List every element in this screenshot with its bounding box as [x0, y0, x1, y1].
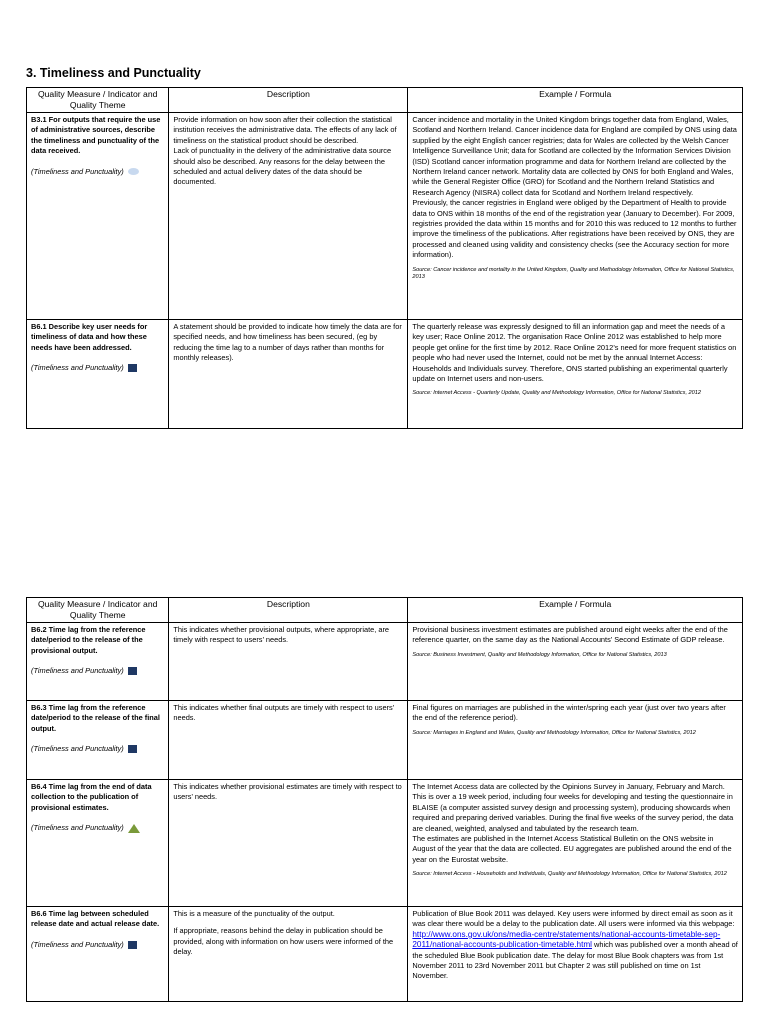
description-cell [169, 320, 408, 429]
header-example: Example / Formula [408, 88, 743, 113]
example-paragraph: Cancer incidence and mortality in the United Kingdom brings together data from England, Wales, Scotland and Northern Ireland. Cancer incidence data for England are compiled by ONS using data supplied by the eight English cancer registries; data for Wales are collected by the Welsh Cancer Intelligence Surveillance Unit; data for Scotland are collected by the Information Services Division (ISD) Scotland cancer information programme and data for Northern Ireland are collected by the Northern Ireland cancer network. Mortality data are collected by ONS for both England and Wales, while the General Register Office (GRO) for Scotland and the Northern Ireland Statistics and Research Agency (NISRA) collect data for Scotland and Northern Ireland respectively. [412, 115, 737, 197]
table-row [27, 623, 743, 701]
description-paragraph: This indicates whether final outputs are timely with respect to users’ needs. [173, 703, 395, 723]
example-cell [408, 701, 743, 780]
measure-cell [27, 113, 169, 320]
measure-text: B6.6 Time lag between scheduled release date and actual release date. [31, 909, 160, 929]
theme-label: (Timeliness and Punctuality) [31, 666, 164, 676]
header-description: Description [169, 598, 408, 623]
table-header-row [27, 88, 743, 113]
source-note: Source: Business Investment, Quality and Methodology Information, Office for National Statistics, 2013 [412, 651, 667, 658]
header-description: Description [169, 88, 408, 113]
source-note: Source: Marriages in England and Wales, Quality and Methodology Information, Office for National Statistics, 2012 [412, 729, 696, 736]
oval-icon [128, 168, 139, 175]
description-cell [169, 113, 408, 320]
description-cell [169, 780, 408, 907]
example-paragraph: Provisional business investment estimates are published around eight weeks after the end of the reference quarter, on the same day as the National Accounts’ Second Estimate of GDP release. [412, 625, 728, 645]
ons-timetable-link[interactable]: http://www.ons.gov.uk/ons/media-centre/statements/national-accounts-timetable-sep-2011/national-accounts-publication-timetable.html [412, 929, 721, 950]
measure-text: B6.2 Time lag from the reference date/period to the release of the provisional output. [31, 625, 146, 655]
table-row [27, 907, 743, 1002]
example-paragraph: Previously, the cancer registries in England were obliged by the Department of Health to provide data to ONS within 18 months of the end of the registration year (January to December). For 2009, registries provided the data within 15 months and for 2010 this was reduced to 12 months to further improve the timeliness of the publications. After registrations have been received by ONS, they are processed and cleaned using validity and consistency checks (see the Accuracy section for more information). [412, 198, 737, 260]
example-paragraph: Final figures on marriages are published in the winter/spring each year (just over two years after the end of the reference period). [412, 703, 726, 723]
square-icon [128, 364, 137, 372]
example-paragraph: The quarterly release was expressly designed to fill an information gap and meet the needs of a key user; Race Online 2012. The organisation Race Online 2012 was established to help more people get online for the first time by 2012. Race Online 2012’s need for more frequent statistics on people who had never used the Internet, could not be met by the annual Internet Access: Households and Individuals survey. Therefore, ONS started publishing an experimental quarterly update on Internet users and non-users. [412, 322, 737, 384]
measure-cell [27, 780, 169, 907]
description-cell [169, 701, 408, 780]
example-cell [408, 320, 743, 429]
description-cell [169, 623, 408, 701]
description-paragraph: This indicates whether provisional estimates are timely with respect to users’ needs. [173, 782, 402, 802]
measure-text: B6.1 Describe key user needs for timeliness of data and how these needs have been addressed. [31, 322, 148, 352]
theme-label: (Timeliness and Punctuality) [31, 167, 164, 177]
table-row [27, 113, 743, 320]
description-paragraph: Lack of punctuality in the delivery of the administrative data source should also be described. Any reasons for the delay between the scheduled and actual delivery dates of the data should be documented. [173, 146, 392, 187]
measure-cell [27, 623, 169, 701]
description-paragraph: Provide information on how soon after their collection the statistical institution receives the administrative data. The effects of any lack of timeliness on the statistical product should be described. [173, 115, 397, 145]
description-cell [169, 907, 408, 1002]
measure-text: B3.1 For outputs that require the use of administrative sources, describe the timeliness and punctuality of the data received. [31, 115, 161, 156]
triangle-icon [128, 824, 140, 833]
quality-table-2 [26, 597, 743, 1002]
description-paragraph: This indicates whether provisional outputs, where appropriate, are timely with respect to users’ needs. [173, 625, 390, 645]
example-paragraph: The estimates are published in the Internet Access Statistical Bulletin on the ONS website in August of the year that the data are collected. EU aggregates are published around the end of the year on the Eurostat website. [412, 834, 732, 864]
example-cell [408, 907, 743, 1002]
source-note: Source: Internet Access - Quarterly Update, Quality and Methodology Information, Office for National Statistics, 2012 [412, 390, 701, 397]
header-quality-measure: Quality Measure / Indicator and Quality Theme [27, 598, 169, 623]
theme-label: (Timeliness and Punctuality) [31, 744, 164, 754]
description-paragraph: A statement should be provided to indicate how timely the data are for specified needs, and how timeliness has been secured, (eg by reducing the time lag to a number of days rather than months for monthly releases). [173, 322, 402, 363]
example-cell [408, 113, 743, 320]
theme-label: (Timeliness and Punctuality) [31, 940, 164, 950]
square-icon [128, 667, 137, 675]
header-example: Example / Formula [408, 598, 743, 623]
square-icon [128, 745, 137, 753]
header-quality-measure: Quality Measure / Indicator and Quality Theme [27, 88, 169, 113]
example-paragraph: Publication of Blue Book 2011 was delayed. Key users were informed by direct email as soon as it was clear there would be a delay to the publication date. All users were informed via this webpage: http://www.ons.gov.uk/ons/media-centre/statements/national-accounts-timetable-sep-2011/national-accounts-publication-timetable.html which was published over a month ahead of the scheduled Blue Book publication date. The delay for most Blue Book chapters was from 1st November 2011 to 23rd November 2011 but Chapter 2 was still published on time on 1st November. [412, 909, 738, 981]
measure-cell [27, 701, 169, 780]
measure-cell [27, 320, 169, 429]
table-row [27, 320, 743, 429]
quality-table-1 [26, 87, 743, 429]
table-row [27, 701, 743, 780]
table-row [27, 780, 743, 907]
measure-text: B6.3 Time lag from the reference date/period to the release of the final output. [31, 703, 160, 733]
source-note: Source: Internet Access - Households and Individuals, Quality and Methodology Information, Office for National Statistics, 2012 [412, 871, 727, 878]
measure-text: B6.4 Time lag from the end of data collection to the publication of provisional estimates. [31, 782, 152, 812]
theme-label: (Timeliness and Punctuality) [31, 363, 164, 373]
section-title: 3. Timeliness and Punctuality [26, 66, 201, 80]
theme-label: (Timeliness and Punctuality) [31, 823, 164, 833]
example-paragraph: The Internet Access data are collected by the Opinions Survey in January, February and March. This is over a 19 week period, including four weeks for developing and testing the questionnaire in BLAISE (a computer assisted survey design and processing system), producing showcards when required and preparing derived variables. During the final five weeks of the survey period, the data are cleaned, weighted, analysed and tabulated by the research team. [412, 782, 734, 833]
measure-cell [27, 907, 169, 1002]
description-paragraph: If appropriate, reasons behind the delay in publication should be provided, along with information on how users were informed of the delay. [173, 926, 394, 957]
source-note: Source: Cancer incidence and mortality in the United Kingdom, Quality and Methodology Information, Office for National Statistics, 2013 [412, 266, 735, 281]
example-cell [408, 623, 743, 701]
square-icon [128, 941, 137, 949]
description-paragraph: This is a measure of the punctuality of the output. [173, 909, 335, 918]
example-cell [408, 780, 743, 907]
table-header-row [27, 598, 743, 623]
